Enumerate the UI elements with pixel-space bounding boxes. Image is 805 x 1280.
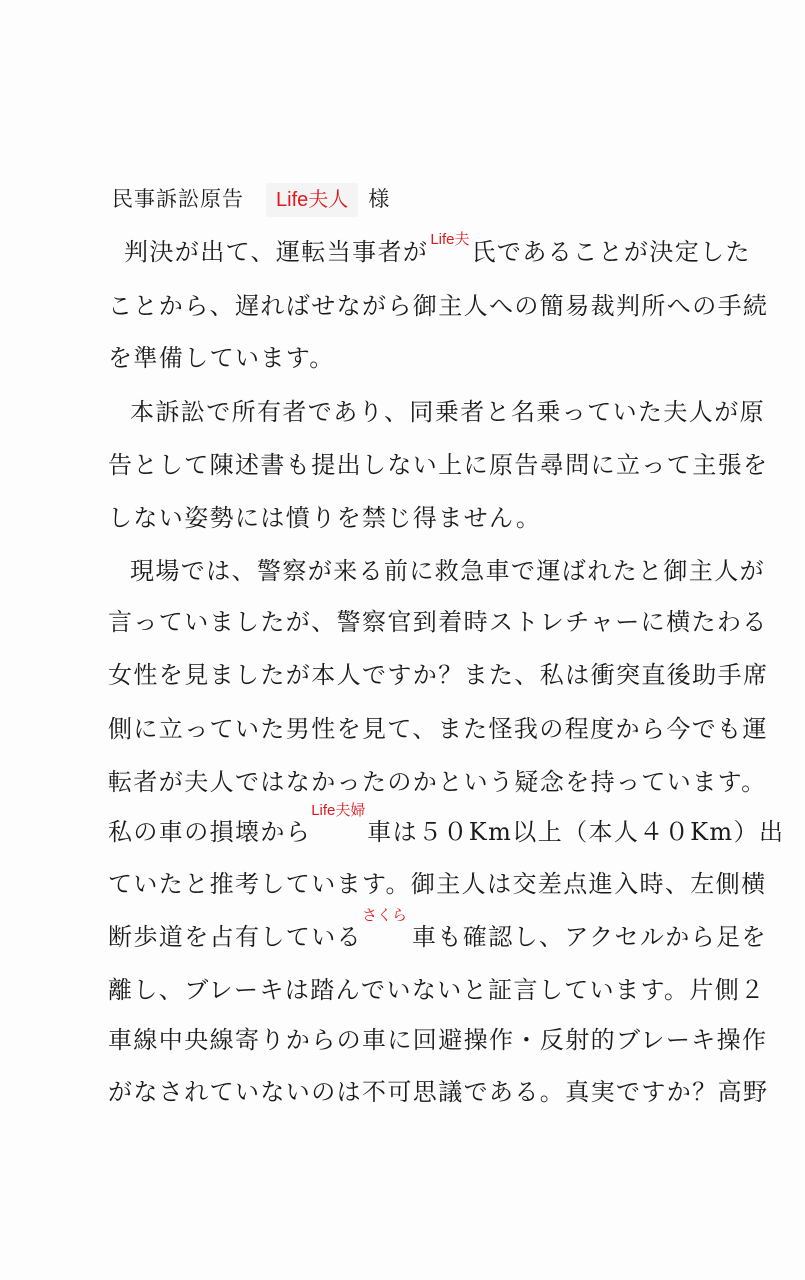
text-line: 転者が夫人ではなかったのかという疑念を持っています。 (108, 768, 767, 796)
text-line: 告として陳述書も提出しない上に原告尋問に立って主張を (108, 451, 769, 479)
salutation-suffix: 様 (368, 187, 391, 211)
inserted-name-annotation: Life夫 (430, 231, 470, 248)
text-line: 車線中央線寄りからの車に回避操作・反射的ブレーキ操作 (108, 1026, 768, 1054)
plaintiff-name: Life夫人 (266, 183, 358, 217)
text-line: ことから、遅ればせながら御主人への簡易裁判所への手続 (108, 292, 769, 320)
text-line: 本訴訟で所有者であり、同乗者と名乗っていた夫人が原 (130, 398, 765, 426)
text-line: 言っていましたが、警察官到着時ストレチャーに横たわる (108, 608, 768, 636)
text-line: を準備しています。 (108, 344, 335, 372)
text-line: 私の車の損壊から Life夫婦 車は５０Km以上（本人４０Km）出 (108, 817, 784, 847)
text-line: 女性を見ましたが本人ですか？また、私は衝突直後助手席 (108, 661, 769, 689)
text-line: がなされていないのは不可思議である。真実ですか？高野 (108, 1078, 769, 1106)
text-line: 側に立っていた男性を見て、また怪我の程度から今でも運 (108, 715, 768, 743)
text-line: 現場では、警察が来る前に救急車で運ばれたと御主人が (130, 557, 765, 585)
inserted-name-annotation: さくら (362, 906, 408, 924)
inserted-name-annotation: Life夫婦 (311, 801, 366, 819)
salutation-prefix: 民事訴訟原告 (112, 187, 244, 211)
text-line: しない姿勢には憤りを禁じ得ません。 (108, 504, 542, 532)
text-line: 判決が出て、運転当事者が Life夫氏であることが決定した (124, 237, 751, 271)
text-line: 離し、ブレーキは踏んでいないと証言しています。片側２ (108, 976, 766, 1004)
text-line: 断歩道を占有している さくら 車も確認し、アクセルから足を (108, 922, 767, 952)
salutation-line (112, 183, 390, 217)
text-line: ていたと推考しています。御主人は交差点進入時、左側横 (108, 870, 767, 898)
